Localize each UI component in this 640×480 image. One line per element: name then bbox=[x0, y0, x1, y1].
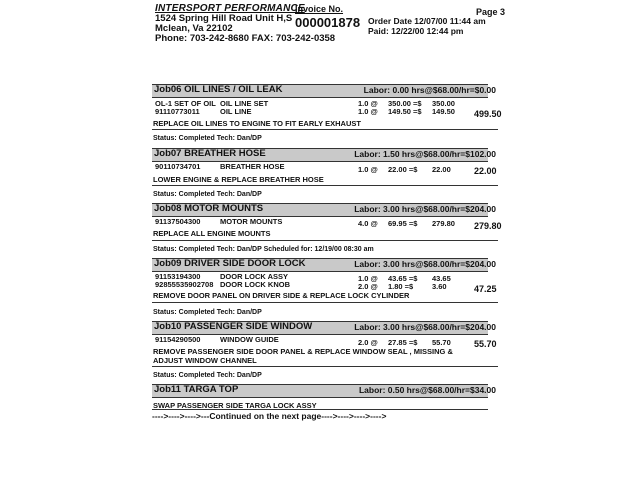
job-title: Job11 TARGA TOP bbox=[154, 384, 239, 395]
job-description: REPLACE ALL ENGINE MOUNTS bbox=[153, 229, 271, 238]
part-number: OL-1 SET OF OIL bbox=[155, 99, 216, 108]
job-status: Status: Completed Tech: Dan/DP bbox=[153, 135, 262, 142]
part-qty: 4.0 @ bbox=[358, 219, 378, 228]
job-total: 47.25 bbox=[474, 284, 497, 294]
part-name: OIL LINE SET bbox=[220, 99, 269, 108]
job-header bbox=[152, 258, 496, 272]
divider bbox=[152, 302, 498, 303]
job-labor: Labor: 1.50 hrs@$68.00/hr=$102.00 bbox=[354, 149, 496, 159]
invoice-number: 000001878 bbox=[295, 15, 361, 30]
job-header bbox=[152, 84, 496, 98]
job-title: Job09 DRIVER SIDE DOOR LOCK bbox=[154, 258, 306, 269]
job-description: LOWER ENGINE & REPLACE BREATHER HOSE bbox=[153, 175, 324, 184]
page-number: Page 3 bbox=[476, 7, 506, 17]
job-description: REMOVE PASSENGER SIDE DOOR PANEL & REPLACE WINDOW SEAL , MISSING & ADJUST WINDOW CHANNEL bbox=[153, 347, 453, 365]
job-labor: Labor: 3.00 hrs@$68.00/hr=$204.00 bbox=[354, 322, 496, 332]
part-ext: 350.00 bbox=[432, 99, 455, 108]
part-ext: 3.60 bbox=[432, 282, 447, 291]
job-total: 499.50 bbox=[474, 109, 502, 119]
part-qty: 2.0 @ bbox=[358, 282, 378, 291]
part-number: 91110773011 bbox=[155, 107, 200, 116]
job-header bbox=[152, 321, 496, 335]
part-price: 1.80 =$ bbox=[388, 282, 414, 291]
part-number: 91153194300 bbox=[155, 272, 201, 281]
company-name: INTERSPORT PERFORMANCE bbox=[155, 3, 305, 14]
part-name: WINDOW GUIDE bbox=[220, 335, 279, 344]
part-number: 92855535902708 bbox=[155, 280, 214, 289]
part-ext: 55.70 bbox=[432, 338, 451, 347]
paid-date: Paid: 12/22/00 12:44 pm bbox=[368, 26, 464, 36]
job-total: 279.80 bbox=[474, 221, 502, 231]
divider bbox=[152, 409, 488, 410]
part-name: DOOR LOCK ASSY bbox=[220, 272, 289, 281]
company-phone: Phone: 703-242-8680 FAX: 703-242-0358 bbox=[155, 33, 336, 44]
job-status: Status: Completed Tech: Dan/DP bbox=[153, 309, 262, 316]
job-total: 22.00 bbox=[474, 166, 497, 176]
divider bbox=[152, 129, 498, 130]
part-ext: 43.65 bbox=[432, 274, 451, 283]
part-price: 27.85 =$ bbox=[388, 338, 418, 347]
part-qty: 1.0 @ bbox=[358, 165, 378, 174]
job-header bbox=[152, 148, 496, 162]
divider bbox=[152, 240, 498, 241]
job-title: Job06 OIL LINES / OIL LEAK bbox=[154, 84, 283, 95]
part-name: MOTOR MOUNTS bbox=[220, 217, 283, 226]
part-price: 43.65 =$ bbox=[388, 274, 418, 283]
invoice-label: Invoice No. bbox=[295, 4, 344, 14]
divider bbox=[152, 366, 498, 367]
continued-notice: ---->---->---->---Continued on the next page---->---->---->----> bbox=[152, 411, 387, 421]
part-number: 91137504300 bbox=[155, 217, 201, 226]
part-number: 91154290500 bbox=[155, 335, 201, 344]
part-name: OIL LINE bbox=[220, 107, 252, 116]
part-qty: 1.0 @ bbox=[358, 107, 378, 116]
job-description: REPLACE OIL LINES TO ENGINE TO FIT EARLY EXHAUST bbox=[153, 119, 361, 128]
part-ext: 149.50 bbox=[432, 107, 455, 116]
job-header bbox=[152, 203, 496, 217]
dates-block bbox=[368, 16, 486, 36]
job-title: Job08 MOTOR MOUNTS bbox=[154, 203, 264, 214]
part-qty: 2.0 @ bbox=[358, 338, 378, 347]
order-date: Order Date 12/07/00 11:44 am bbox=[368, 16, 486, 26]
part-ext: 22.00 bbox=[432, 165, 451, 174]
job-labor: Labor: 0.50 hrs@$68.00/hr=$34.00 bbox=[358, 385, 496, 395]
job-title: Job07 BREATHER HOSE bbox=[154, 148, 266, 159]
part-ext: 279.80 bbox=[432, 219, 455, 228]
part-qty: 1.0 @ bbox=[358, 274, 378, 283]
job-total: 55.70 bbox=[474, 339, 497, 349]
job-description: REMOVE DOOR PANEL ON DRIVER SIDE & REPLACE LOCK CYLINDER bbox=[153, 291, 410, 300]
part-price: 350.00 =$ bbox=[388, 99, 422, 108]
part-price: 22.00 =$ bbox=[388, 165, 418, 174]
part-price: 149.50 =$ bbox=[388, 107, 422, 116]
invoice-block bbox=[295, 4, 360, 30]
divider bbox=[152, 185, 498, 186]
job-header bbox=[152, 384, 496, 398]
company-address-line2: Mclean, Va 22102 bbox=[155, 23, 233, 34]
job-status: Status: Completed Tech: Dan/DP bbox=[153, 372, 262, 379]
job-title: Job10 PASSENGER SIDE WINDOW bbox=[154, 321, 313, 332]
part-number: 90110734701 bbox=[155, 162, 201, 171]
job-description: SWAP PASSENGER SIDE TARGA LOCK ASSY bbox=[153, 401, 317, 410]
company-address-line1: 1524 Spring Hill Road Unit H,S bbox=[155, 13, 293, 24]
part-qty: 1.0 @ bbox=[358, 99, 378, 108]
job-labor: Labor: 3.00 hrs@$68.00/hr=$204.00 bbox=[354, 259, 496, 269]
part-name: BREATHER HOSE bbox=[220, 162, 285, 171]
job-status: Status: Completed Tech: Dan/DP Scheduled for: 12/19/00 08:30 am bbox=[153, 246, 374, 253]
job-status: Status: Completed Tech: Dan/DP bbox=[153, 191, 262, 198]
job-labor: Labor: 0.00 hrs@$68.00/hr=$0.00 bbox=[363, 85, 496, 95]
part-price: 69.95 =$ bbox=[388, 219, 418, 228]
job-labor: Labor: 3.00 hrs@$68.00/hr=$204.00 bbox=[354, 204, 496, 214]
part-name: DOOR LOCK KNOB bbox=[220, 280, 290, 289]
